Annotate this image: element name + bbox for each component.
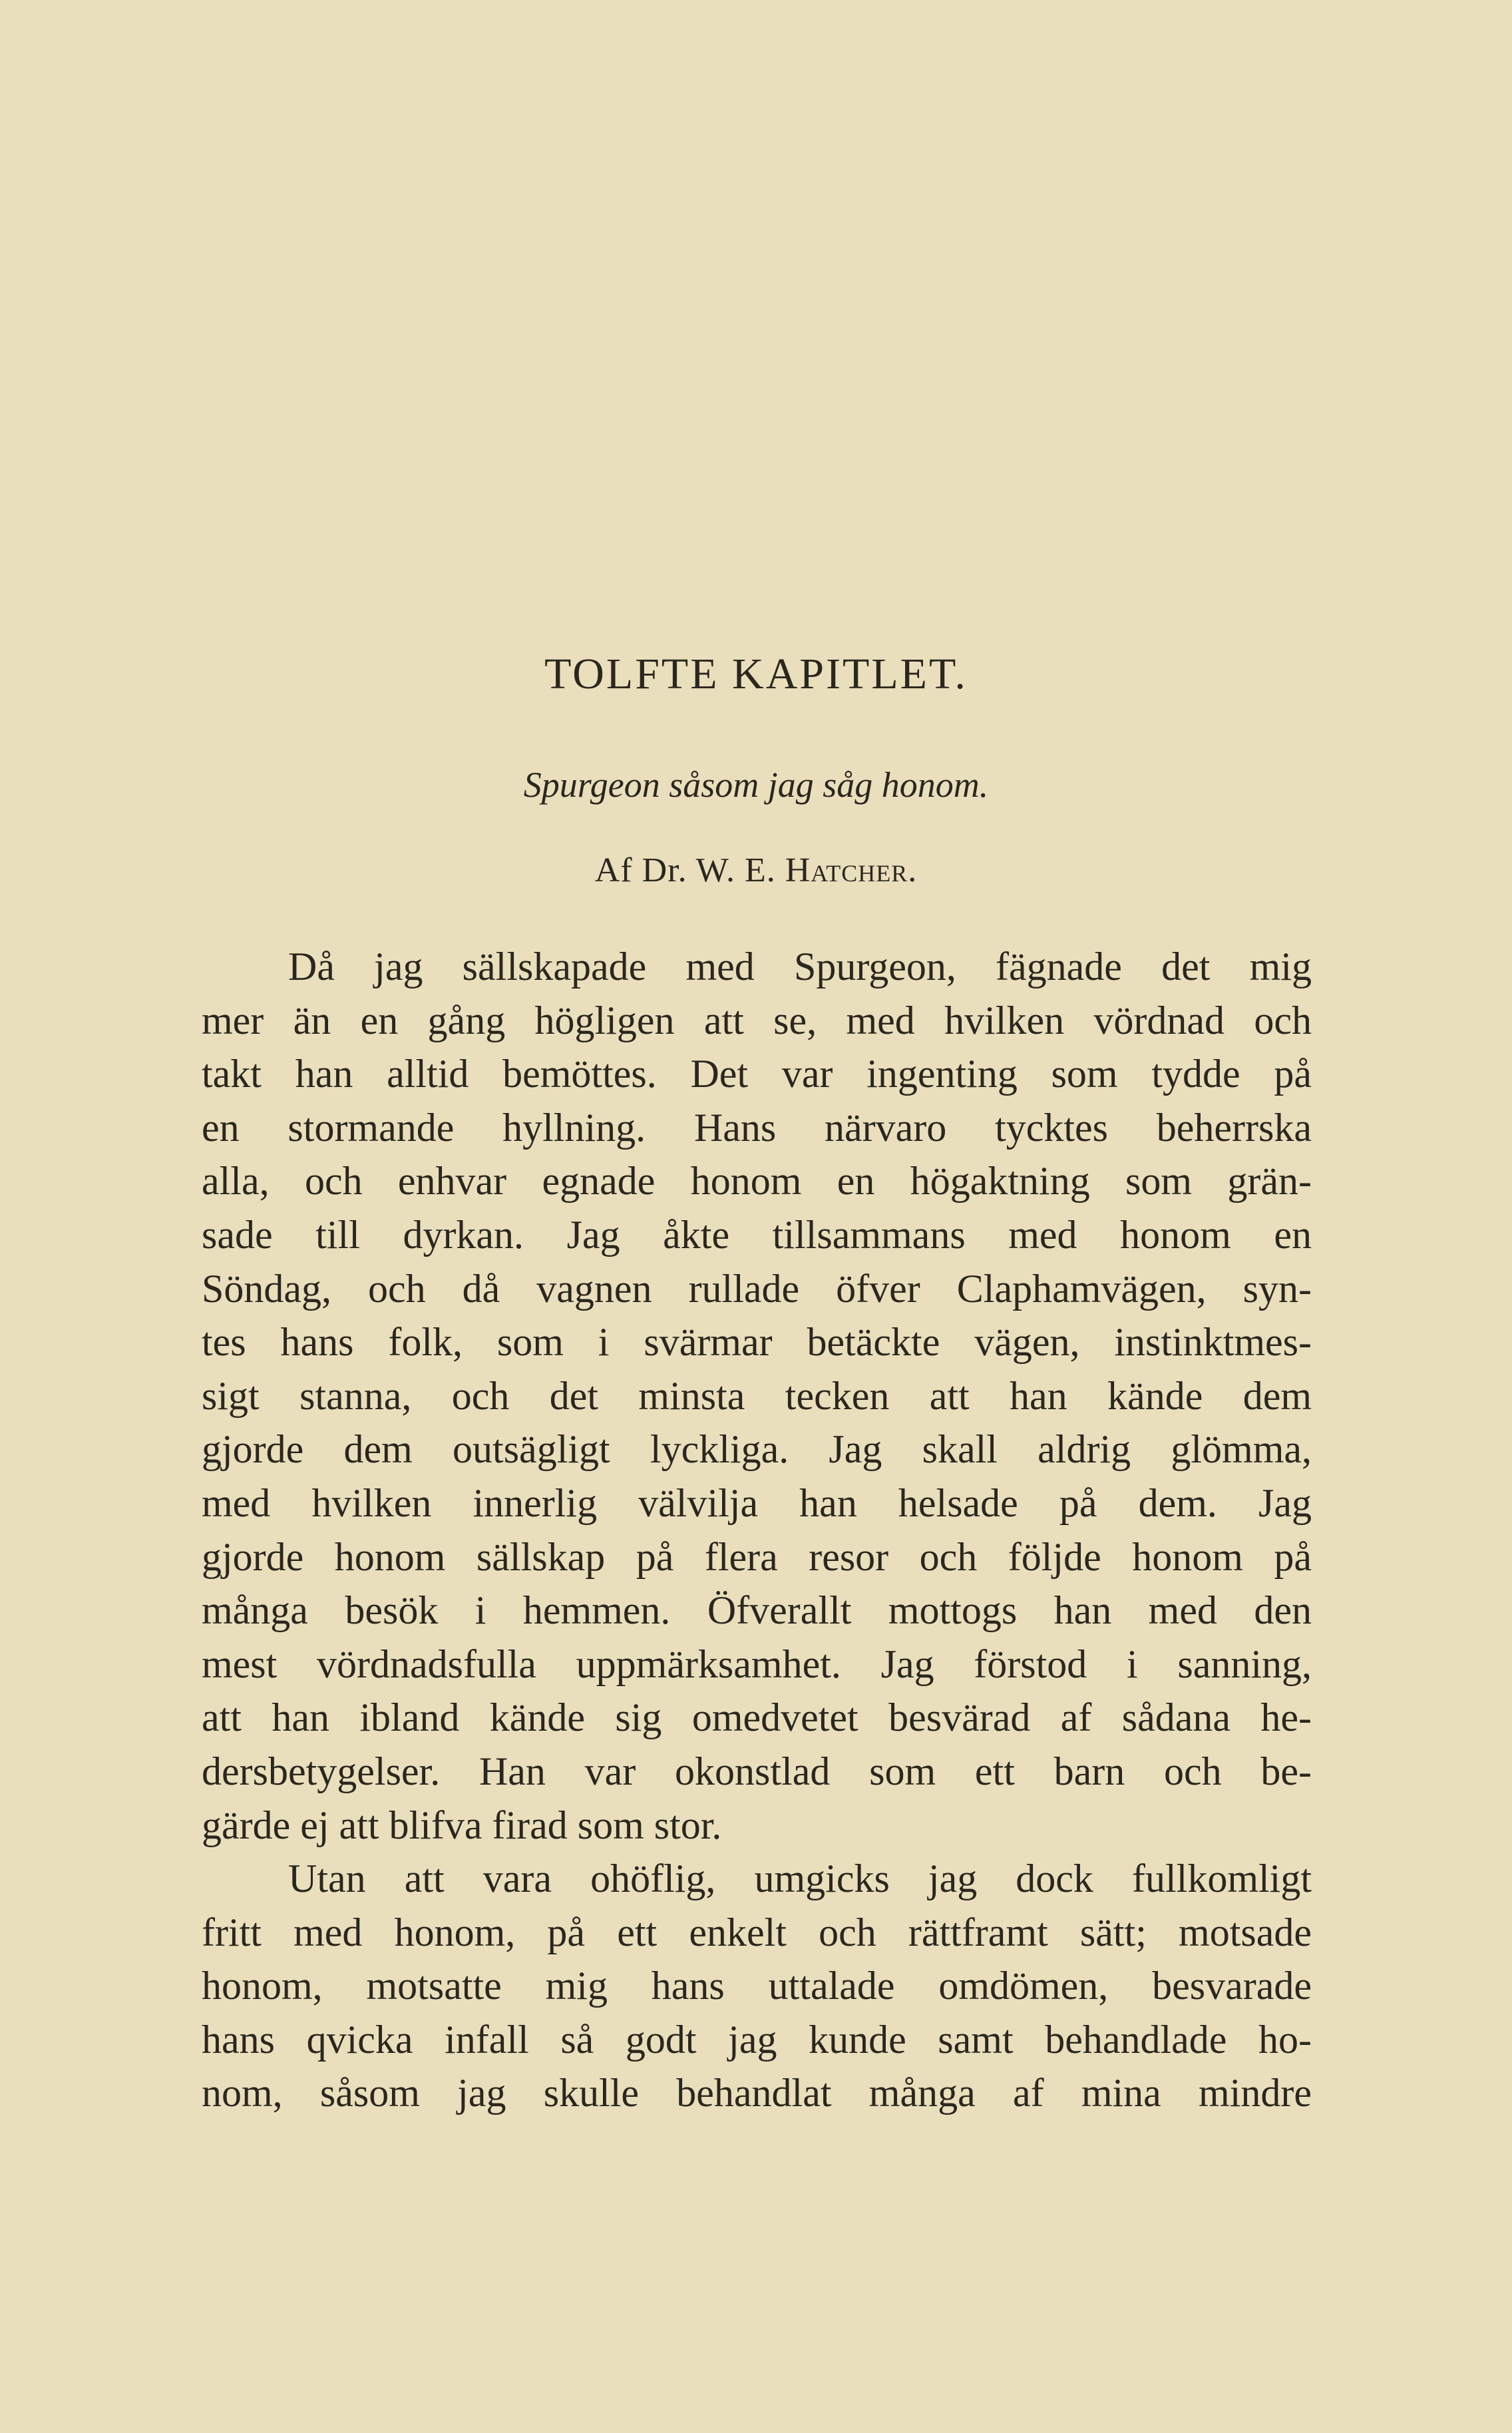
text-line: dersbetygelser. Han var okonstlad som ett barn och be-	[202, 1749, 1312, 1793]
chapter-title: TOLFTE KAPITLET.	[544, 650, 968, 698]
text-line: alla, och enhvar egnade honom en högaktning som grän-	[202, 1159, 1312, 1204]
text-line: honom, motsatte mig hans uttalade omdömen, besvarade	[202, 1964, 1312, 2008]
text-line: Söndag, och då vagnen rullade öfver Claphamvägen, syn-	[202, 1266, 1312, 1311]
text-line: nom, såsom jag skulle behandlat många af mina mindre	[202, 2071, 1312, 2115]
text-line: Då jag sällskapade med Spurgeon, fägnade det mig	[288, 945, 1312, 989]
text-line: tes hans folk, som i svärmar betäckte vägen, instinktmes-	[202, 1320, 1312, 1365]
author-name: Hatcher.	[785, 851, 918, 889]
text-line: mest vördnadsfulla uppmärksamhet. Jag förstod i sanning,	[202, 1642, 1312, 1686]
text-line: Utan att vara ohöflig, umgicks jag dock fullkomligt	[288, 1857, 1312, 1901]
author-prefix: Af Dr. W. E.	[594, 851, 776, 889]
text-line: sade till dyrkan. Jag åkte tillsammans med honom en	[202, 1212, 1312, 1257]
author-line	[0, 851, 1512, 890]
text-line: en stormande hyllning. Hans närvaro tycktes beherrska	[202, 1105, 1312, 1150]
body-text	[202, 940, 1312, 2120]
text-line: gärde ej att blifva firad som stor.	[202, 1803, 722, 1847]
paragraph	[202, 940, 1312, 1852]
text-line: takt han alltid bemöttes. Det var ingenting som tydde på	[202, 1052, 1312, 1096]
text-line: mer än en gång högligen att se, med hvilken vördnad och	[202, 998, 1312, 1042]
text-line: gjorde dem outsägligt lyckliga. Jag skall aldrig glömma,	[202, 1427, 1312, 1472]
text-line: många besök i hemmen. Öfverallt mottogs han med den	[202, 1588, 1312, 1633]
text-line: gjorde honom sällskap på flera resor och följde honom på	[202, 1534, 1312, 1579]
text-line: att han ibland kände sig omedvetet besvärad af sådana he-	[202, 1695, 1312, 1740]
text-line: hans qvicka infall så godt jag kunde samt behandlade ho-	[202, 2017, 1312, 2062]
chapter-subtitle: Spurgeon såsom jag såg honom.	[523, 765, 989, 805]
text-line: sigt stanna, och det minsta tecken att han kände dem	[202, 1373, 1312, 1418]
text-line: fritt med honom, på ett enkelt och rättframt sätt; motsade	[202, 1910, 1312, 1954]
paragraph	[202, 1852, 1312, 2120]
text-line: med hvilken innerlig välvilja han helsade på dem. Jag	[202, 1480, 1312, 1525]
